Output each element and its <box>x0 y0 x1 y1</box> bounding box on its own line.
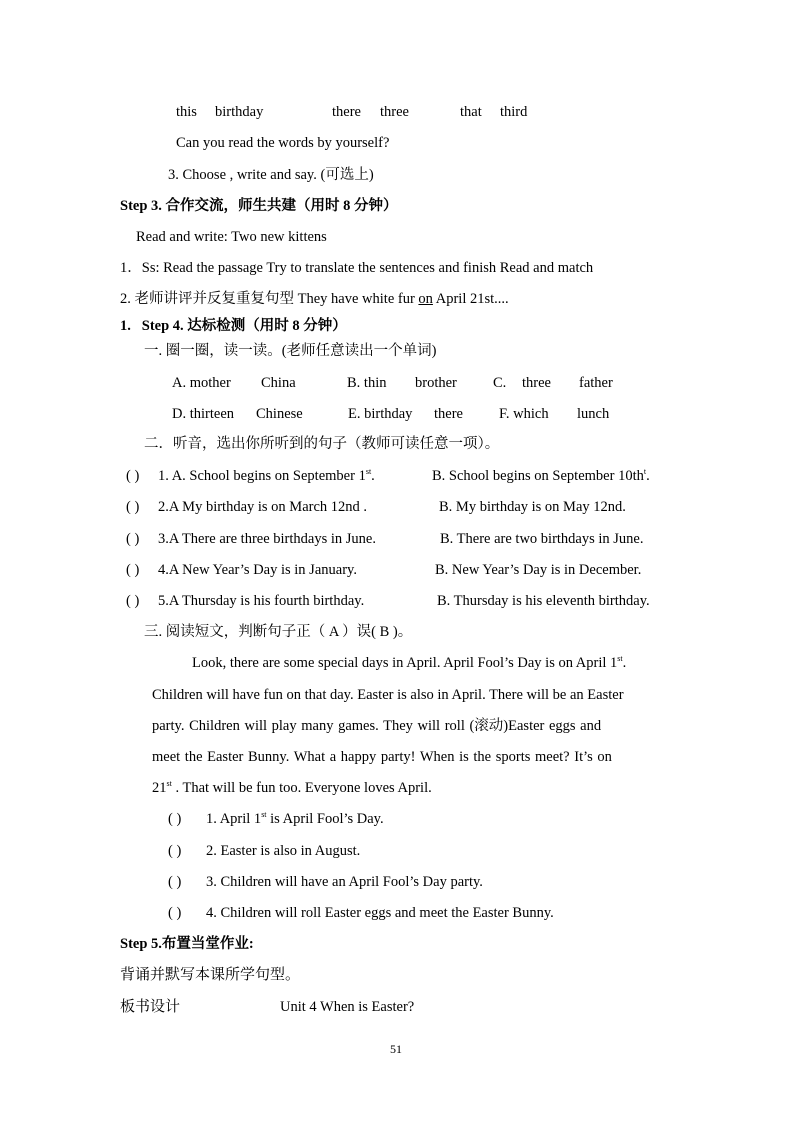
judge-4: 4. Children will roll Easter eggs and meet the Easter Bunny. <box>206 905 554 921</box>
listen-a-1 <box>158 467 375 485</box>
step3-item2 <box>120 290 509 308</box>
page-number: 51 <box>390 1042 402 1056</box>
judge-1-text: 1. April 1 <box>206 811 262 827</box>
word-there: there <box>332 104 361 120</box>
judge-paren-3: ( ) <box>168 874 182 890</box>
listen-b-1-sup: t <box>643 467 647 476</box>
passage-line-4: meet the Easter Bunny. What a happy party! When is the sports meet? It’s on <box>152 749 612 765</box>
p1-r2-c4: there <box>434 406 463 422</box>
word-this: this <box>176 104 197 120</box>
word-third: third <box>500 104 528 120</box>
listen-b-3: B. There are two birthdays in June. <box>440 531 644 547</box>
judge-paren-4: ( ) <box>168 905 182 921</box>
step4-number: 1. <box>120 318 131 334</box>
listen-b-1-text: B. School begins on September 10th <box>432 468 644 484</box>
listen-a-2: 2.A My birthday is on March 12nd . <box>158 499 368 515</box>
item2-on: on <box>418 291 433 307</box>
read-prompt: Can you read the words by yourself? <box>176 135 390 151</box>
passage-l5-sup: st <box>166 779 172 788</box>
board-label: 板书设计 <box>120 999 181 1015</box>
p1-r1-c3: B. thin <box>347 375 387 391</box>
step5-title: Step 5.布置当堂作业: <box>120 936 254 952</box>
passage-line-5 <box>152 779 432 797</box>
p1-r2-c2: Chinese <box>256 406 303 422</box>
passage-l1-end: . <box>622 655 627 671</box>
p1-r1-c7: father <box>579 375 613 391</box>
listen-paren-2: ( ) <box>126 499 140 515</box>
listen-paren-5: ( ) <box>126 593 140 609</box>
passage-line-1 <box>192 654 626 672</box>
listen-paren-3: ( ) <box>126 531 140 547</box>
judge-2: 2. Easter is also in August. <box>206 843 361 859</box>
p1-r1-c4: brother <box>415 375 457 391</box>
board-unit: Unit 4 When is Easter? <box>280 999 415 1015</box>
listen-a-1-sup: st <box>365 467 372 476</box>
item2-pre: 2. 老师讲评并反复重复句型 They have white fur <box>120 291 419 307</box>
p1-r2-c6: lunch <box>577 406 610 422</box>
word-that: that <box>460 104 482 120</box>
listen-b-5: B. Thursday is his eleventh birthday. <box>437 593 650 609</box>
p1-r1-c2: China <box>261 375 296 391</box>
listen-a-5: 5.A Thursday is his fourth birthday. <box>158 593 365 609</box>
homework-text: 背诵并默写本课所学句型。 <box>120 967 301 983</box>
passage-l5-text: 21 <box>152 780 167 796</box>
passage-l1-sup: st <box>617 654 623 663</box>
p1-r2-c3: E. birthday <box>348 406 413 422</box>
listen-a-3: 3.A There are three birthdays in June. <box>158 531 376 547</box>
listen-b-2: B. My birthday is on May 12nd. <box>439 499 626 515</box>
p1-r1-c5: C. <box>493 375 507 391</box>
p1-r1-c1: A. mother <box>172 375 231 391</box>
passage-line-3: party. Children will play many games. They will roll (滚动)Easter eggs and <box>152 718 602 734</box>
judge-1-sup: st <box>261 810 267 819</box>
listen-paren-1: ( ) <box>126 468 140 484</box>
listen-a-1-end: . <box>371 468 375 484</box>
judge-paren-1: ( ) <box>168 811 182 827</box>
step3-title: Step 3. 合作交流，师生共建（用时 8 分钟） <box>120 198 398 214</box>
p1-r2-c5: F. which <box>499 406 549 422</box>
part2-title: 二．听音，选出你所听到的句子（教师可读任意一项）。 <box>144 436 500 452</box>
judge-1-end: is April Fool’s Day. <box>266 811 384 827</box>
listen-a-4: 4.A New Year’s Day is in January. <box>158 562 357 578</box>
listen-b-1 <box>432 467 650 485</box>
passage-l5-end: . That will be fun too. Everyone loves April. <box>171 780 432 796</box>
passage-line-2: Children will have fun on that day. Easter is also in April. There will be an Easter <box>152 687 624 703</box>
part3-title: 三. 阅读短文，判断句子正（ A ）误( B )。 <box>144 624 413 640</box>
listen-paren-4: ( ) <box>126 562 140 578</box>
listen-b-4: B. New Year’s Day is in December. <box>435 562 642 578</box>
judge-3: 3. Children will have an April Fool’s Day party. <box>206 874 483 890</box>
item1-number: 1． <box>120 260 142 276</box>
step3-item1 <box>120 259 593 277</box>
p1-r1-c6: three <box>522 375 551 391</box>
item1-text: Ss: Read the passage Try to translate the sentences and finish Read and match <box>141 260 594 276</box>
word-three: three <box>380 104 409 120</box>
passage-l1-text: Look, there are some special days in April. April Fool’s Day is on April 1 <box>192 655 618 671</box>
judge-1 <box>206 810 384 828</box>
listen-b-1-end: . <box>646 468 650 484</box>
part1-title: 一. 圈一圈，读一读。(老师任意读出一个单词) <box>144 343 437 359</box>
step4-title: Step 4. 达标检测（用时 8 分钟） <box>141 318 347 334</box>
listen-a-1-text: 1. A. School begins on September 1 <box>158 468 366 484</box>
step4-heading <box>120 317 347 335</box>
word-birthday: birthday <box>215 104 264 120</box>
read-write-line: Read and write: Two new kittens <box>136 229 327 245</box>
choose-line: 3. Choose , write and say. (可选上) <box>168 167 374 183</box>
judge-paren-2: ( ) <box>168 843 182 859</box>
p1-r2-c1: D. thirteen <box>172 406 235 422</box>
item2-post: April 21st.... <box>432 291 509 307</box>
